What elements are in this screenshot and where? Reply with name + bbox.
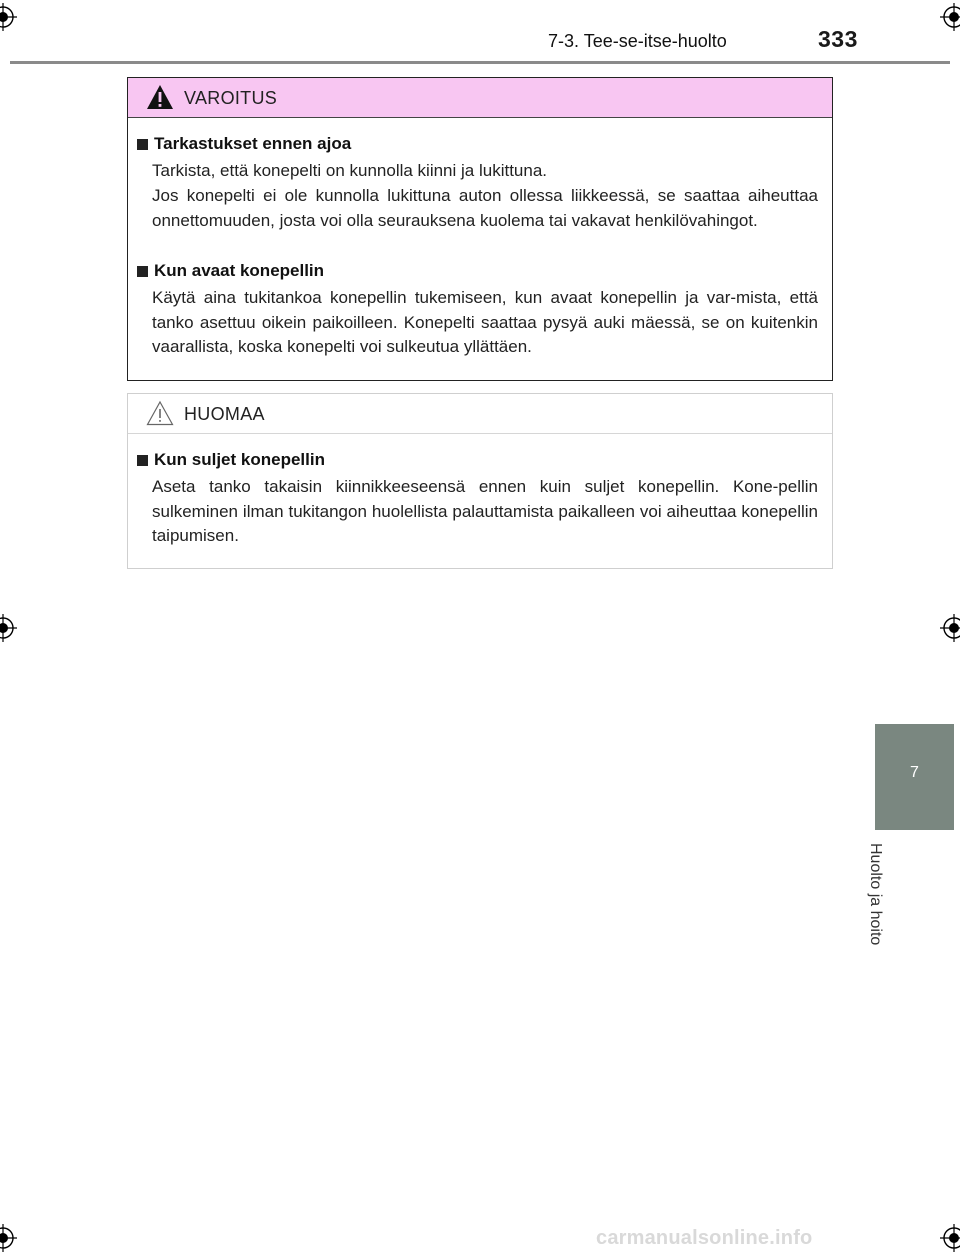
notice-label: HUOMAA: [184, 404, 265, 424]
watermark: carmanualsonline.info: [596, 1227, 813, 1249]
caution-icon: [146, 400, 174, 426]
chapter-tab: [875, 724, 954, 830]
section-title: 7-3. Tee-se-itse-huolto: [548, 31, 727, 51]
paragraph: Aseta tanko takaisin kiinnikkeeseensä ennen kuin suljet konepellin. Kone-pellin sulkeminen ilman tukitangon huolellista palauttamista paikalleen voi aiheuttaa konepellin taipumisen.: [152, 477, 818, 545]
item-title: Tarkastukset ennen ajoa: [137, 134, 351, 154]
bullet-square-icon: [137, 139, 148, 150]
registration-mark-icon: [940, 1224, 960, 1252]
paragraph: Käytä aina tukitankoa konepellin tukemiseen, kun avaat konepellin ja var-mista, että tanko asettuu oikein paikoilleen. Konepelti saattaa pysyä auki mäessä, se on kuitenkin vaarallista, koska konepelti voi sulkeutua yllättäen.: [152, 288, 818, 356]
paragraph: Jos konepelti ei ole kunnolla lukittuna auton ollessa liikkeessä, se saattaa aiheuttaa onnettomuuden, josta voi olla seurauksena kuolema tai vakavat henkilövahingot.: [152, 186, 818, 230]
warning-header: [128, 78, 832, 118]
item-title: Kun avaat konepellin: [137, 261, 324, 281]
warning-label: VAROITUS: [184, 88, 278, 108]
registration-mark-icon: [0, 3, 17, 31]
registration-mark-icon: [0, 1224, 17, 1252]
chapter-label-text: Huolto ja hoito: [867, 843, 884, 946]
chapter-label: [867, 843, 902, 983]
warning-icon: [146, 84, 174, 110]
page-header: [0, 0, 960, 66]
chapter-number: 7: [910, 764, 919, 781]
notice-header: [128, 394, 832, 434]
notice-box: [127, 393, 833, 569]
registration-mark-icon: [940, 614, 960, 642]
header-rule: [10, 61, 950, 64]
registration-mark-icon: [0, 614, 17, 642]
warning-box: [127, 77, 833, 381]
item-title: Kun suljet konepellin: [137, 450, 325, 470]
page-number: 333: [818, 26, 858, 52]
bullet-square-icon: [137, 455, 148, 466]
paragraph: Tarkista, että konepelti on kunnolla kiinni ja lukittuna.: [152, 161, 548, 180]
bullet-square-icon: [137, 266, 148, 277]
registration-mark-icon: [940, 3, 960, 31]
